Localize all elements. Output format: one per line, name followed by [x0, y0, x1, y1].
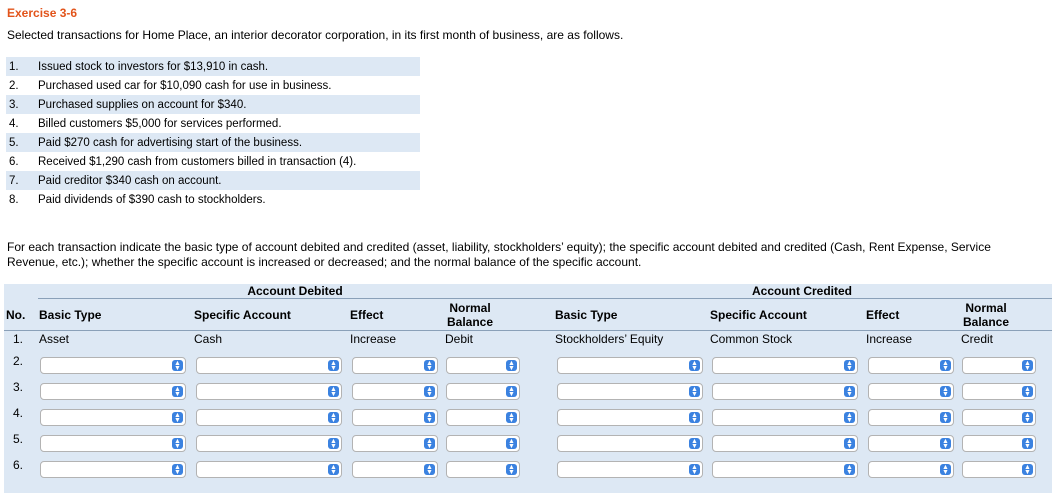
- credit-specific-account-select[interactable]: [712, 409, 858, 426]
- transaction-row: [6, 133, 420, 152]
- group-header-debited: Account Debited: [38, 284, 552, 299]
- example-credit-specific-account: Common Stock: [710, 332, 793, 346]
- up-down-chevron-icon: ▲ ▼: [844, 438, 855, 449]
- debit-effect-select[interactable]: [352, 383, 438, 400]
- credit-effect-select[interactable]: [868, 383, 954, 400]
- transaction-number: 1.: [9, 60, 19, 73]
- row-number: 3.: [13, 380, 24, 394]
- up-down-chevron-icon: ▲ ▼: [689, 386, 700, 397]
- transaction-text: Issued stock to investors for $13,910 in cash.: [38, 60, 269, 73]
- up-down-chevron-icon: ▲ ▼: [940, 412, 951, 423]
- up-down-chevron-icon: ▲ ▼: [689, 412, 700, 423]
- col-header-credit-basic-type: Basic Type: [555, 308, 618, 322]
- col-header-normal-line2: Balance: [962, 315, 1010, 329]
- up-down-chevron-icon: ▲ ▼: [506, 386, 517, 397]
- transaction-text: Paid creditor $340 cash on account.: [38, 174, 222, 187]
- up-down-chevron-icon: ▲ ▼: [844, 360, 855, 371]
- up-down-chevron-icon: ▲ ▼: [172, 412, 183, 423]
- transaction-number: 3.: [9, 98, 19, 111]
- up-down-chevron-icon: ▲ ▼: [844, 412, 855, 423]
- debit-effect-select[interactable]: [352, 357, 438, 374]
- credit-specific-account-select[interactable]: [712, 383, 858, 400]
- debit-basic-type-select[interactable]: [40, 357, 186, 374]
- col-header-normal-line1: Normal: [965, 301, 1007, 315]
- group-header-credited: Account Credited: [552, 284, 1052, 299]
- up-down-chevron-icon: ▲ ▼: [1022, 464, 1033, 475]
- col-header-credit-normal-balance: [958, 301, 1014, 329]
- credit-effect-select[interactable]: [868, 409, 954, 426]
- credit-effect-select[interactable]: [868, 357, 954, 374]
- debit-basic-type-select[interactable]: [40, 435, 186, 452]
- up-down-chevron-icon: ▲ ▼: [940, 438, 951, 449]
- transaction-text: Purchased supplies on account for $340.: [38, 98, 247, 111]
- example-credit-effect: Increase: [866, 332, 913, 346]
- col-header-normal-line2: Balance: [446, 315, 494, 329]
- col-header-normal-line1: Normal: [449, 301, 491, 315]
- intro-text: Selected transactions for Home Place, an interior decorator corporation, in its first month of business, are as follows.: [7, 28, 624, 42]
- credit-basic-type-select[interactable]: [557, 409, 703, 426]
- transaction-row: [6, 171, 420, 190]
- up-down-chevron-icon: ▲ ▼: [424, 386, 435, 397]
- credit-basic-type-select[interactable]: [557, 383, 703, 400]
- credit-basic-type-select[interactable]: [557, 435, 703, 452]
- debit-specific-account-select[interactable]: [196, 461, 342, 478]
- transaction-number: 6.: [9, 155, 19, 168]
- debit-effect-select[interactable]: [352, 435, 438, 452]
- debit-normal-balance-select[interactable]: [446, 435, 520, 452]
- up-down-chevron-icon: ▲ ▼: [940, 360, 951, 371]
- transaction-text: Paid $270 cash for advertising start of the business.: [38, 136, 303, 149]
- row-number: 2.: [13, 354, 24, 368]
- debit-specific-account-select[interactable]: [196, 357, 342, 374]
- instructions-text: For each transaction indicate the basic type of account debited and credited (asset, liability, stockholders’ equity); the specific account debited and credited (Cash, Rent Expense, Service Revenue, etc.); whether the specific account is increased or decreased; and the normal balance of the specific account.: [7, 240, 991, 269]
- row-number: 4.: [13, 406, 24, 420]
- up-down-chevron-icon: ▲ ▼: [328, 412, 339, 423]
- credit-basic-type-select[interactable]: [557, 357, 703, 374]
- up-down-chevron-icon: ▲ ▼: [1022, 386, 1033, 397]
- row-number: 5.: [13, 432, 24, 446]
- up-down-chevron-icon: ▲ ▼: [424, 464, 435, 475]
- up-down-chevron-icon: ▲ ▼: [328, 386, 339, 397]
- credit-basic-type-select[interactable]: [557, 461, 703, 478]
- credit-specific-account-select[interactable]: [712, 435, 858, 452]
- debit-specific-account-select[interactable]: [196, 383, 342, 400]
- example-debit-basic-type: Asset: [39, 332, 70, 346]
- col-header-debit-basic-type: Basic Type: [39, 308, 102, 322]
- debit-normal-balance-select[interactable]: [446, 357, 520, 374]
- debit-normal-balance-select[interactable]: [446, 409, 520, 426]
- up-down-chevron-icon: ▲ ▼: [328, 464, 339, 475]
- credit-effect-select[interactable]: [868, 435, 954, 452]
- credit-normal-balance-select[interactable]: [962, 357, 1036, 374]
- transaction-text: Billed customers $5,000 for services performed.: [38, 117, 282, 130]
- transaction-number: 5.: [9, 136, 19, 149]
- credit-normal-balance-select[interactable]: [962, 435, 1036, 452]
- up-down-chevron-icon: ▲ ▼: [424, 412, 435, 423]
- credit-normal-balance-select[interactable]: [962, 383, 1036, 400]
- transaction-row: [6, 190, 420, 209]
- debit-basic-type-select[interactable]: [40, 409, 186, 426]
- debit-normal-balance-select[interactable]: [446, 461, 520, 478]
- transaction-text: Paid dividends of $390 cash to stockholders.: [38, 193, 266, 206]
- up-down-chevron-icon: ▲ ▼: [506, 360, 517, 371]
- debit-basic-type-select[interactable]: [40, 461, 186, 478]
- debit-effect-select[interactable]: [352, 461, 438, 478]
- up-down-chevron-icon: ▲ ▼: [940, 464, 951, 475]
- transaction-list: [6, 57, 420, 208]
- up-down-chevron-icon: ▲ ▼: [506, 412, 517, 423]
- up-down-chevron-icon: ▲ ▼: [172, 464, 183, 475]
- credit-specific-account-select[interactable]: [712, 357, 858, 374]
- up-down-chevron-icon: ▲ ▼: [172, 360, 183, 371]
- up-down-chevron-icon: ▲ ▼: [328, 438, 339, 449]
- up-down-chevron-icon: ▲ ▼: [424, 360, 435, 371]
- credit-specific-account-select[interactable]: [712, 461, 858, 478]
- transaction-row: [6, 76, 420, 95]
- col-header-debit-specific-account: Specific Account: [194, 308, 291, 322]
- header-divider: [4, 330, 1052, 331]
- transaction-number: 2.: [9, 79, 19, 92]
- up-down-chevron-icon: ▲ ▼: [172, 386, 183, 397]
- up-down-chevron-icon: ▲ ▼: [940, 386, 951, 397]
- col-header-debit-normal-balance: [442, 301, 498, 329]
- up-down-chevron-icon: ▲ ▼: [689, 438, 700, 449]
- up-down-chevron-icon: ▲ ▼: [172, 438, 183, 449]
- transaction-row: [6, 57, 420, 76]
- example-debit-effect: Increase: [350, 332, 397, 346]
- up-down-chevron-icon: ▲ ▼: [1022, 438, 1033, 449]
- example-debit-specific-account: Cash: [194, 332, 223, 346]
- transaction-text: Purchased used car for $10,090 cash for use in business.: [38, 79, 332, 92]
- col-header-credit-specific-account: Specific Account: [710, 308, 807, 322]
- transaction-row: [6, 152, 420, 171]
- up-down-chevron-icon: ▲ ▼: [328, 360, 339, 371]
- answer-table: [4, 284, 1052, 493]
- debit-normal-balance-select[interactable]: [446, 383, 520, 400]
- debit-basic-type-select[interactable]: [40, 383, 186, 400]
- transaction-row: [6, 95, 420, 114]
- credit-effect-select[interactable]: [868, 461, 954, 478]
- up-down-chevron-icon: ▲ ▼: [1022, 360, 1033, 371]
- exercise-title: Exercise 3-6: [7, 6, 78, 20]
- transaction-row: [6, 114, 420, 133]
- transaction-number: 7.: [9, 174, 19, 187]
- example-credit-basic-type: Stockholders’ Equity: [555, 332, 664, 346]
- credit-normal-balance-select[interactable]: [962, 409, 1036, 426]
- credit-normal-balance-select[interactable]: [962, 461, 1036, 478]
- up-down-chevron-icon: ▲ ▼: [506, 438, 517, 449]
- debit-effect-select[interactable]: [352, 409, 438, 426]
- up-down-chevron-icon: ▲ ▼: [844, 464, 855, 475]
- up-down-chevron-icon: ▲ ▼: [506, 464, 517, 475]
- up-down-chevron-icon: ▲ ▼: [424, 438, 435, 449]
- transaction-number: 4.: [9, 117, 19, 130]
- row-number: 6.: [13, 458, 24, 472]
- col-header-no: No.: [6, 308, 26, 322]
- up-down-chevron-icon: ▲ ▼: [844, 386, 855, 397]
- debit-specific-account-select[interactable]: [196, 409, 342, 426]
- transaction-number: 8.: [9, 193, 19, 206]
- up-down-chevron-icon: ▲ ▼: [1022, 412, 1033, 423]
- up-down-chevron-icon: ▲ ▼: [689, 464, 700, 475]
- debit-specific-account-select[interactable]: [196, 435, 342, 452]
- up-down-chevron-icon: ▲ ▼: [689, 360, 700, 371]
- transaction-text: Received $1,290 cash from customers billed in transaction (4).: [38, 155, 357, 168]
- example-credit-normal-balance: Credit: [961, 332, 994, 346]
- example-debit-normal-balance: Debit: [445, 332, 474, 346]
- col-header-debit-effect: Effect: [350, 308, 384, 322]
- col-header-credit-effect: Effect: [866, 308, 900, 322]
- example-row-num: 1.: [13, 332, 24, 346]
